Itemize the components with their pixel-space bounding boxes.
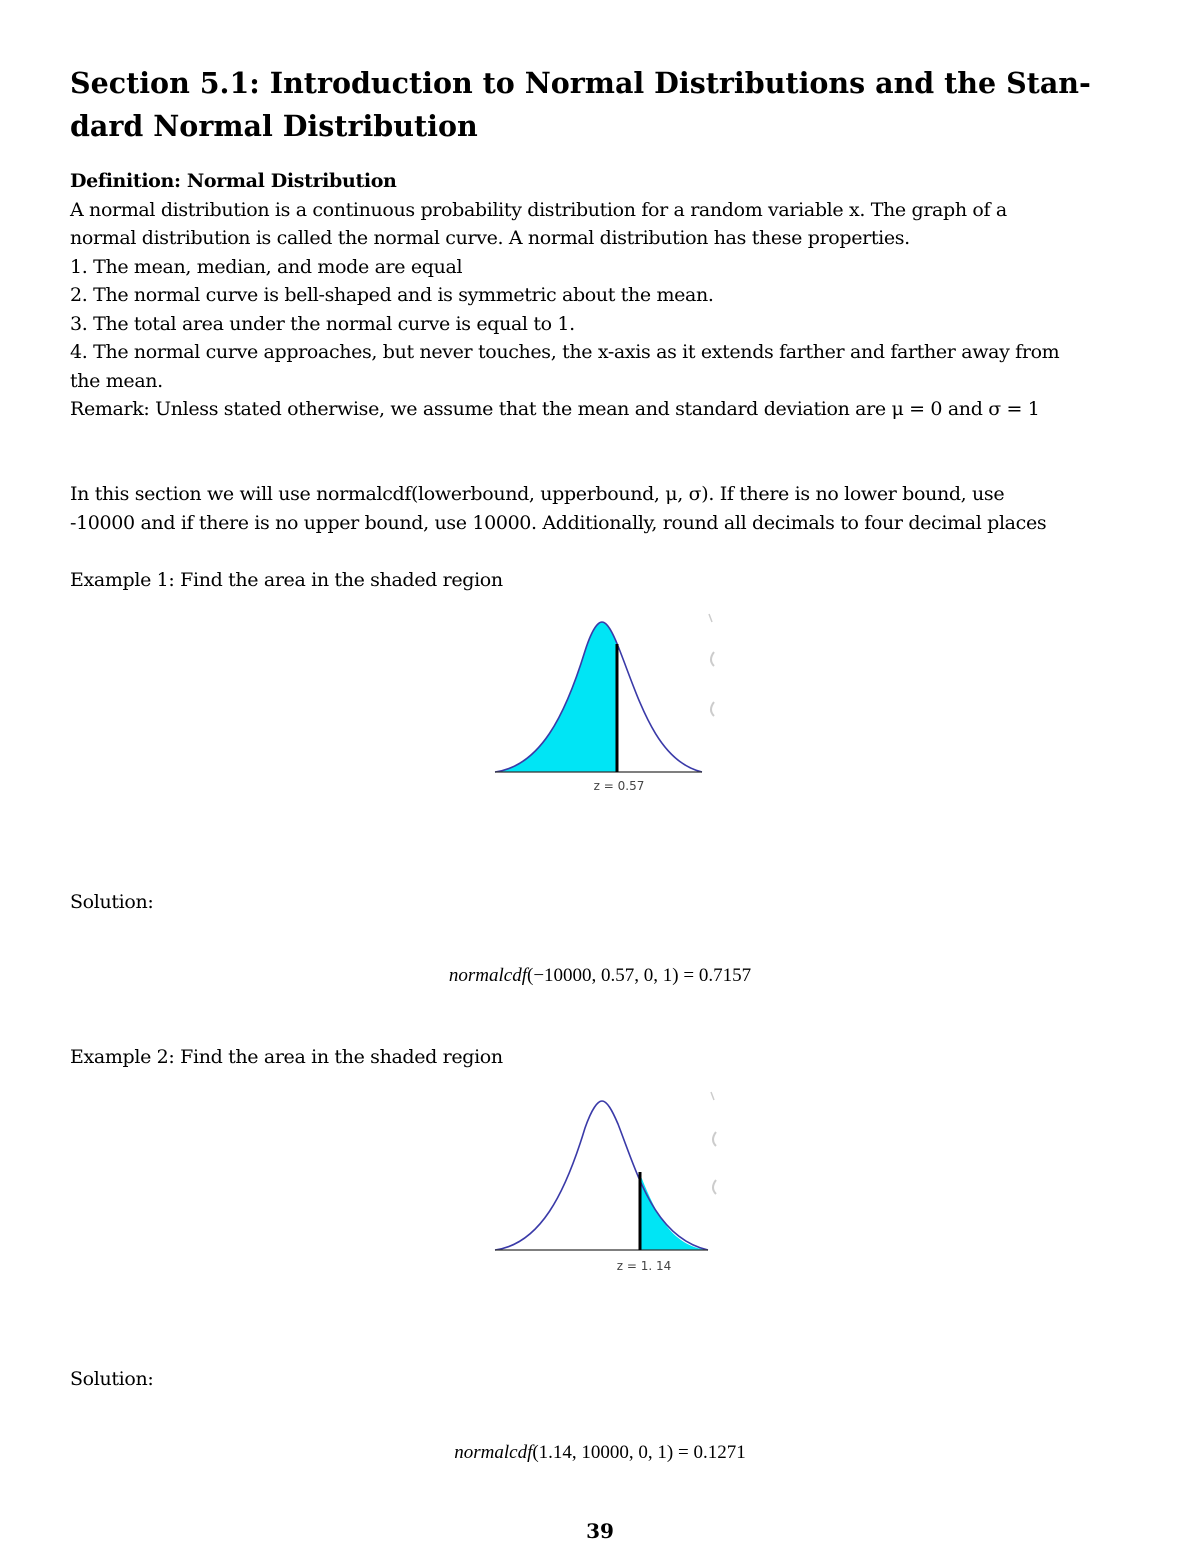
example-1-normal-curve-figure <box>480 606 730 796</box>
instructions-block <box>70 480 1132 537</box>
property-3: 3. The total area under the normal curve is equal to 1. <box>70 312 575 335</box>
property-4-continued: the mean. <box>70 369 163 392</box>
property-1: 1. The mean, median, and mode are equal <box>70 255 463 278</box>
example-1-formula-arguments: (−10000, 0.57, 0, 1) = 0.7157 <box>527 965 752 986</box>
instructions-line-1: In this section we will use normalcdf(lowerbound, upperbound, μ, σ). If there is no lower bound, use <box>70 483 1005 505</box>
example-2-z-label: z = 1. 14 <box>616 1259 672 1273</box>
example-2-solution-label: Solution: <box>70 1368 154 1390</box>
property-2: 2. The normal curve is bell-shaped and is symmetric about the mean. <box>70 284 714 306</box>
example-1-z-label: z = 0.57 <box>593 779 645 793</box>
example-1-solution-label: Solution: <box>70 891 154 913</box>
example-2-bell-curve <box>495 1101 708 1250</box>
title-line-1: Section 5.1: Introduction to Normal Distributions and the Stan- <box>70 66 1091 100</box>
instructions-line-2: -10000 and if there is no upper bound, use 10000. Additionally, round all decimals to four decimal places <box>70 511 1047 534</box>
example-2-edge-artifact-1 <box>711 1092 714 1100</box>
example-2-normal-curve-figure <box>480 1086 730 1276</box>
example-1-edge-artifact-2 <box>711 652 714 666</box>
example-1-prompt: Example 1: Find the area in the shaded region <box>70 569 503 591</box>
example-2-formula-arguments: (1.14, 10000, 0, 1) = 0.1271 <box>532 1442 746 1463</box>
example-2-edge-artifact-2 <box>713 1132 716 1146</box>
definition-intro-line-1: A normal distribution is a continuous probability distribution for a random variable x. The graph of a <box>70 198 1007 221</box>
example-2-shaded-region <box>640 1174 708 1250</box>
definition-block <box>70 167 1132 424</box>
example-2-formula <box>0 1442 1200 1464</box>
title-line-2: dard Normal Distribution <box>70 109 478 143</box>
example-1-formula <box>0 965 1200 987</box>
definition-heading: Definition: Normal Distribution <box>70 170 397 192</box>
page-number: 39 <box>586 1519 614 1543</box>
example-2-prompt: Example 2: Find the area in the shaded region <box>70 1046 503 1068</box>
definition-intro-line-2: normal distribution is called the normal curve. A normal distribution has these properties. <box>70 227 910 249</box>
example-1-edge-artifact-3 <box>711 702 714 716</box>
page-title <box>70 62 1140 148</box>
example-1-formula-function: normalcdf <box>448 965 527 986</box>
property-4: 4. The normal curve approaches, but never touches, the x-axis as it extends farther and farther away from <box>70 341 1060 363</box>
example-2-edge-artifact-3 <box>713 1180 716 1194</box>
example-2-formula-function: normalcdf <box>454 1442 533 1463</box>
remark: Remark: Unless stated otherwise, we assume that the mean and standard deviation are μ = 0 and σ = 1 <box>70 398 1040 420</box>
example-1-edge-artifact-1 <box>709 614 712 622</box>
example-1-shaded-region <box>495 622 618 772</box>
